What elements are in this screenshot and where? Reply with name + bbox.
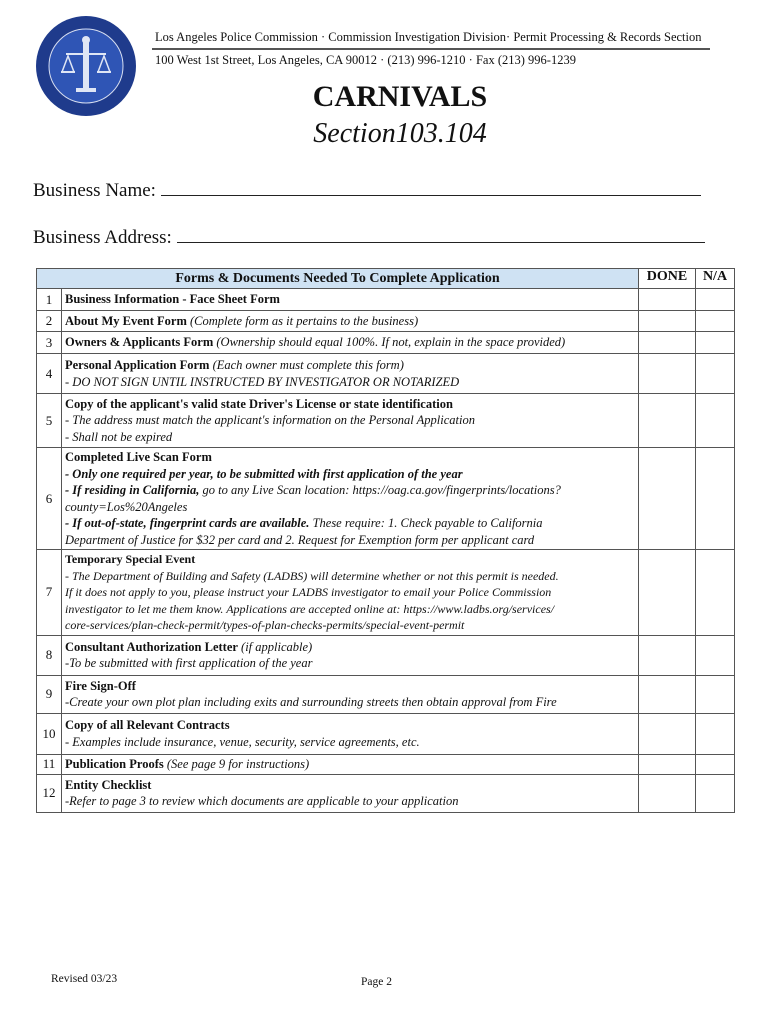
- row-title: Fire Sign-Off: [65, 678, 136, 693]
- row-detail: core-services/plan-check-permit/types-of-plan-checks-permits/special-event-permit: [65, 618, 465, 632]
- row-detail-bold: - If out-of-state, fingerprint cards are available.: [65, 516, 310, 530]
- table-row: [37, 289, 735, 311]
- na-checkbox-cell[interactable]: [696, 354, 735, 394]
- table-row: [37, 311, 735, 332]
- row-number: 4: [37, 354, 62, 394]
- na-checkbox-cell[interactable]: [696, 550, 735, 636]
- row-number: 7: [37, 550, 62, 636]
- na-checkbox-cell[interactable]: [696, 635, 735, 675]
- row-content: [62, 754, 639, 774]
- row-title: Copy of the applicant's valid state Driver's License or state identification: [65, 396, 453, 411]
- table-row: [37, 635, 735, 675]
- business-address-label: Business Address:: [33, 227, 172, 248]
- row-detail-bold: - If residing in California,: [65, 483, 200, 497]
- table-row: [37, 713, 735, 754]
- row-detail: - Only one required per year, to be submitted with first application of the year: [65, 466, 463, 481]
- page-title: CARNIVALS: [312, 80, 488, 113]
- row-detail: These require: 1. Check payable to California: [309, 516, 543, 530]
- row-content: [62, 311, 639, 332]
- table-row: [37, 354, 735, 394]
- row-detail: Department of Justice for $32 per card and 2. Request for Exemption form per applicant card: [65, 532, 535, 547]
- row-content: [62, 675, 639, 713]
- row-detail: - Shall not be expired: [65, 429, 173, 444]
- done-checkbox-cell[interactable]: [639, 394, 696, 448]
- done-checkbox-cell[interactable]: [639, 448, 696, 550]
- row-number: 5: [37, 394, 62, 448]
- na-checkbox-cell[interactable]: [696, 311, 735, 332]
- row-title: Completed Live Scan Form: [65, 450, 212, 464]
- done-checkbox-cell[interactable]: [639, 311, 696, 332]
- business-name-field[interactable]: [33, 179, 701, 202]
- na-checkbox-cell[interactable]: [696, 713, 735, 754]
- row-note: (See page 9 for instructions): [166, 756, 310, 771]
- row-title: Business Information - Face Sheet Form: [65, 292, 280, 307]
- row-content: [62, 550, 639, 636]
- row-detail: -Refer to page 3 to review which documents are applicable to your application: [65, 794, 459, 808]
- table-row: [37, 448, 735, 550]
- row-title: Consultant Authorization Letter: [65, 639, 238, 654]
- documents-checklist-table: [36, 268, 735, 813]
- row-number: 8: [37, 635, 62, 675]
- business-name-input-line[interactable]: [161, 179, 701, 196]
- table-header-forms: Forms & Documents Needed To Complete Application: [37, 269, 639, 289]
- row-title: Personal Application Form: [65, 358, 210, 372]
- done-checkbox-cell[interactable]: [639, 354, 696, 394]
- row-detail: investigator to let me them know. Applications are accepted online at: https://www.ladbs.org/services/: [65, 601, 555, 616]
- row-detail: If it does not apply to you, please instruct your LADBS investigator to email your Police Commission: [65, 585, 552, 599]
- table-header-na: N/A: [696, 269, 735, 289]
- row-note: (if applicable): [241, 639, 313, 654]
- row-detail: go to any Live Scan location: https://oag.ca.gov/fingerprints/locations?: [199, 483, 561, 497]
- revision-note: Revised 03/23: [51, 973, 118, 985]
- row-detail: -Create your own plot plan including exits and surrounding streets then obtain approval from Fire: [65, 695, 557, 709]
- table-row: [37, 550, 735, 636]
- row-number: 1: [37, 289, 62, 311]
- done-checkbox-cell[interactable]: [639, 675, 696, 713]
- table-row: [37, 774, 735, 812]
- row-detail: county=Los%20Angeles: [65, 499, 188, 514]
- row-detail: - The Department of Building and Safety (LADBS) will determine whether or not this permit is needed.: [65, 568, 559, 583]
- row-number: 3: [37, 332, 62, 354]
- row-title: About My Event Form: [65, 313, 187, 328]
- business-address-field[interactable]: [33, 226, 705, 249]
- table-header-done: DONE: [639, 269, 696, 289]
- table-row: [37, 332, 735, 354]
- row-detail: -To be submitted with first application of the year: [65, 656, 313, 670]
- row-number: 12: [37, 774, 62, 812]
- row-note: (Ownership should equal 100%. If not, explain in the space provided): [216, 335, 566, 350]
- table-header-row: [37, 269, 735, 289]
- row-number: 10: [37, 713, 62, 754]
- row-title: Publication Proofs: [65, 756, 164, 771]
- row-number: 11: [37, 754, 62, 774]
- row-number: 9: [37, 675, 62, 713]
- row-content: [62, 394, 639, 448]
- row-title: Copy of all Relevant Contracts: [65, 718, 230, 732]
- row-content: [62, 635, 639, 675]
- na-checkbox-cell[interactable]: [696, 675, 735, 713]
- row-title: Entity Checklist: [65, 777, 152, 792]
- page-subtitle: Section103.104: [313, 118, 487, 149]
- row-number: 6: [37, 448, 62, 550]
- row-note: (Complete form as it pertains to the business): [190, 313, 419, 328]
- row-detail: - DO NOT SIGN UNTIL INSTRUCTED BY INVESTIGATOR OR NOTARIZED: [65, 374, 460, 389]
- row-content: [62, 354, 639, 394]
- na-checkbox-cell[interactable]: [696, 754, 735, 774]
- row-detail: - Examples include insurance, venue, security, service agreements, etc.: [65, 734, 420, 749]
- business-name-label: Business Name:: [33, 180, 156, 201]
- row-content: [62, 332, 639, 354]
- table-row: [37, 394, 735, 448]
- row-content: [62, 713, 639, 754]
- row-detail: - The address must match the applicant's information on the Personal Application: [65, 413, 475, 428]
- done-checkbox-cell[interactable]: [639, 332, 696, 354]
- header-address-line: 100 West 1st Street, Los Angeles, CA 90012 · (213) 996-1210 · Fax (213) 996-1239: [155, 53, 576, 67]
- na-checkbox-cell[interactable]: [696, 774, 735, 812]
- header-agency-line: Los Angeles Police Commission · Commission Investigation Division· Permit Processing & Records Section: [155, 30, 702, 44]
- done-checkbox-cell[interactable]: [639, 754, 696, 774]
- row-note: (Each owner must complete this form): [212, 358, 404, 372]
- header-divider: [152, 48, 710, 50]
- row-content: [62, 774, 639, 812]
- table-row: [37, 675, 735, 713]
- row-content: [62, 448, 639, 550]
- na-checkbox-cell[interactable]: [696, 448, 735, 550]
- business-address-input-line[interactable]: [177, 226, 705, 243]
- done-checkbox-cell[interactable]: [639, 774, 696, 812]
- done-checkbox-cell[interactable]: [639, 550, 696, 636]
- row-content: [62, 289, 639, 311]
- row-number: 2: [37, 311, 62, 332]
- done-checkbox-cell[interactable]: [639, 635, 696, 675]
- done-checkbox-cell[interactable]: [639, 713, 696, 754]
- na-checkbox-cell[interactable]: [696, 332, 735, 354]
- table-row: [37, 754, 735, 774]
- done-checkbox-cell[interactable]: [639, 289, 696, 311]
- page-number: Page 2: [361, 976, 392, 988]
- row-title: Owners & Applicants Form: [65, 335, 214, 350]
- na-checkbox-cell[interactable]: [696, 394, 735, 448]
- na-checkbox-cell[interactable]: [696, 289, 735, 311]
- row-title: Temporary Special Event: [65, 552, 196, 566]
